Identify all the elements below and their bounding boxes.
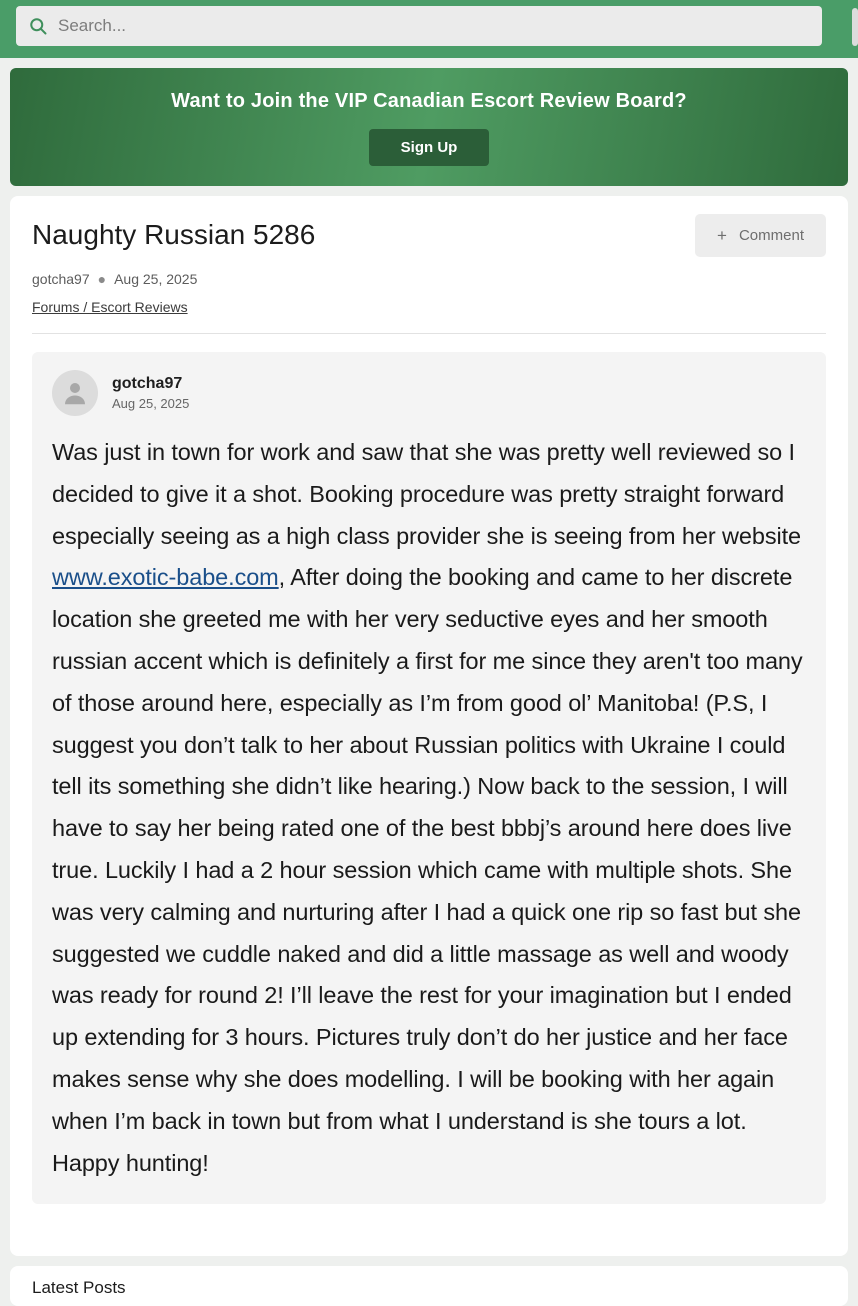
sign-up-button[interactable]: Sign Up [369, 129, 490, 166]
breadcrumb[interactable]: Forums / Escort Reviews [32, 299, 188, 315]
thread-header [32, 214, 826, 257]
search-input[interactable] [58, 16, 810, 36]
post-header [52, 370, 806, 416]
thread-card [10, 196, 848, 1256]
post-body [52, 432, 806, 1184]
meta-separator-dot: ● [97, 271, 107, 287]
plus-icon: + [717, 226, 727, 245]
top-search-bar [0, 0, 858, 58]
post-date: Aug 25, 2025 [112, 396, 190, 411]
thread-author: gotcha97 [32, 271, 90, 287]
avatar [52, 370, 98, 416]
user-avatar-icon [60, 378, 90, 408]
latest-posts-title: Latest Posts [32, 1278, 126, 1297]
latest-posts-card [10, 1266, 848, 1306]
page-title: Naughty Russian 5286 [32, 219, 316, 250]
post-author: gotcha97 [112, 375, 183, 392]
thread-meta [32, 271, 826, 287]
comment-button-label: Comment [738, 227, 804, 244]
comment-button[interactable] [695, 214, 826, 257]
post-item [32, 352, 826, 1204]
scrollbar-thumb[interactable] [852, 8, 858, 46]
post-body-text-before-link: Was just in town for work and saw that she was pretty well reviewed so I decided to give it a shot. Booking procedure was pretty straight forward especially seeing as a high class provider she is seeing from her website [52, 439, 802, 549]
vip-banner [10, 68, 848, 186]
vip-banner-title: Want to Join the VIP Canadian Escort Review Board? [171, 90, 687, 112]
vip-banner-region [0, 58, 858, 186]
search-icon [28, 16, 48, 36]
post-body-text-after-link: , After doing the booking and came to her discrete location she greeted me with her very seductive eyes and her smooth russian accent which is definitely a first for me since they aren't too many of those around here, especially as I’m from good ol’ Manitoba! (P.S, I suggest you don’t talk to her about Russian politics with Ukraine I could tell its something she didn’t like hearing.) Now back to the session, I will have to say her being rated one of the best bbbj’s around here does live true. Luckily I had a 2 hour session which came with multiple shots. She was very calming and nurturing after I had a quick one rip so fast but she suggested we cuddle naked and did a little massage as well and woody was ready for round 2! I’ll leave the rest for your imagination but I ended up extending for 3 hours. Pictures truly don’t do her justice and her face makes sense why she does modelling. I will be booking with her again when I’m back in town but from what I understand is she tours a lot. Happy hunting! [52, 564, 803, 1176]
thread-date: Aug 25, 2025 [114, 271, 198, 287]
post-author-block [112, 375, 189, 411]
provider-website-link[interactable]: www.exotic-babe.com [52, 564, 279, 591]
search-field-container[interactable] [16, 6, 822, 46]
divider [32, 333, 826, 334]
